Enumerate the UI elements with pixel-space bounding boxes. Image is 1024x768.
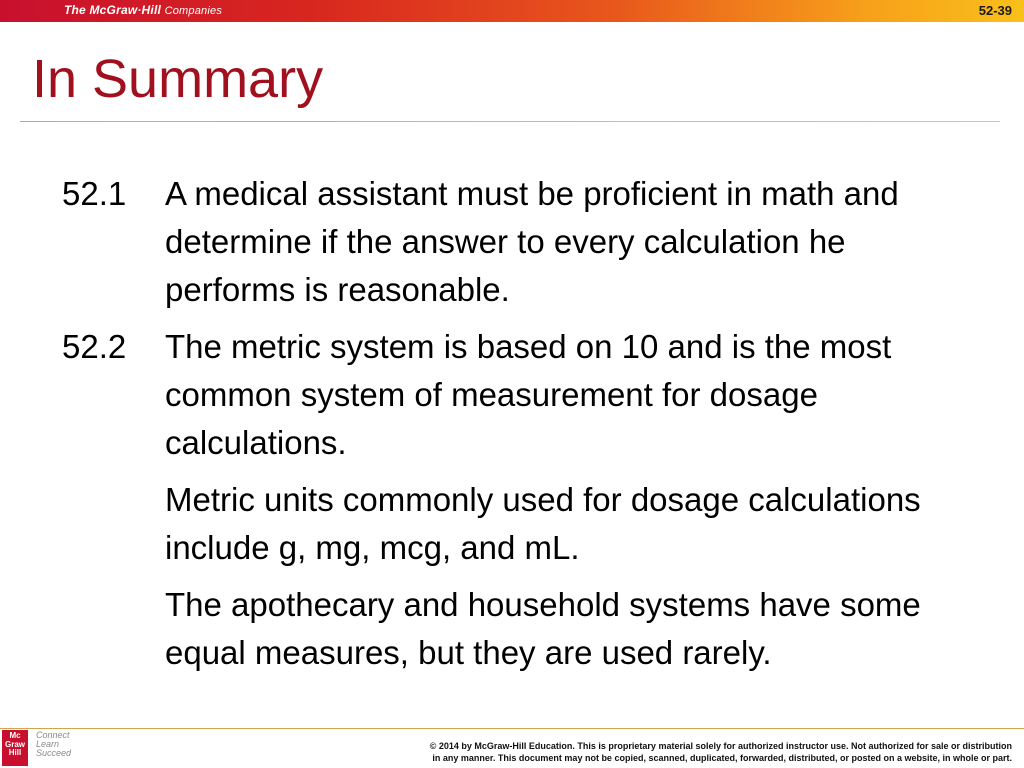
brand-the: The <box>64 3 86 17</box>
item-paragraph: A medical assistant must be proficient in math and determine if the answer to every calculation he performs is reasonable. <box>165 175 899 308</box>
copyright-line: © 2014 by McGraw-Hill Education. This is proprietary material solely for authorized instructor use. Not authorized for sale or distribution <box>429 741 1012 751</box>
footer-divider <box>0 728 1024 729</box>
summary-item <box>62 323 962 677</box>
copyright-notice <box>312 740 1012 764</box>
slide-title: In Summary <box>32 49 324 109</box>
logo-line: Graw <box>4 739 25 749</box>
logo-line: Mc <box>9 731 21 740</box>
item-paragraph: Metric units commonly used for dosage calculations include g, mg, mcg, and mL. <box>165 481 921 566</box>
summary-list <box>62 170 962 686</box>
header-banner <box>0 0 1024 22</box>
tagline-line: Succeed <box>36 748 72 758</box>
brand-suffix: Companies <box>164 5 223 17</box>
logo-line: Hill <box>8 748 22 757</box>
copyright-line: in any manner. This document may not be copied, scanned, duplicated, forwarded, distributed, or posted on a website, in whole or part. <box>432 753 1012 763</box>
publisher-brand <box>64 3 222 17</box>
item-paragraph: The metric system is based on 10 and is the most common system of measurement for dosage calculations. <box>165 328 892 461</box>
tagline-line: Connect <box>36 730 70 740</box>
item-body <box>165 170 962 314</box>
item-paragraph: The apothecary and household systems have some equal measures, but they are used rarely. <box>165 586 921 671</box>
item-number: 52.1 <box>62 175 127 212</box>
mcgraw-hill-logo <box>2 730 28 766</box>
logo-tagline <box>36 731 71 758</box>
tagline-line: Learn <box>36 739 60 749</box>
summary-item <box>62 170 962 314</box>
title-divider <box>20 121 1000 122</box>
item-number: 52.2 <box>62 328 127 365</box>
brand-name: McGraw·Hill <box>89 3 162 17</box>
item-body <box>165 323 962 677</box>
slide-number: 52-39 <box>978 3 1012 18</box>
